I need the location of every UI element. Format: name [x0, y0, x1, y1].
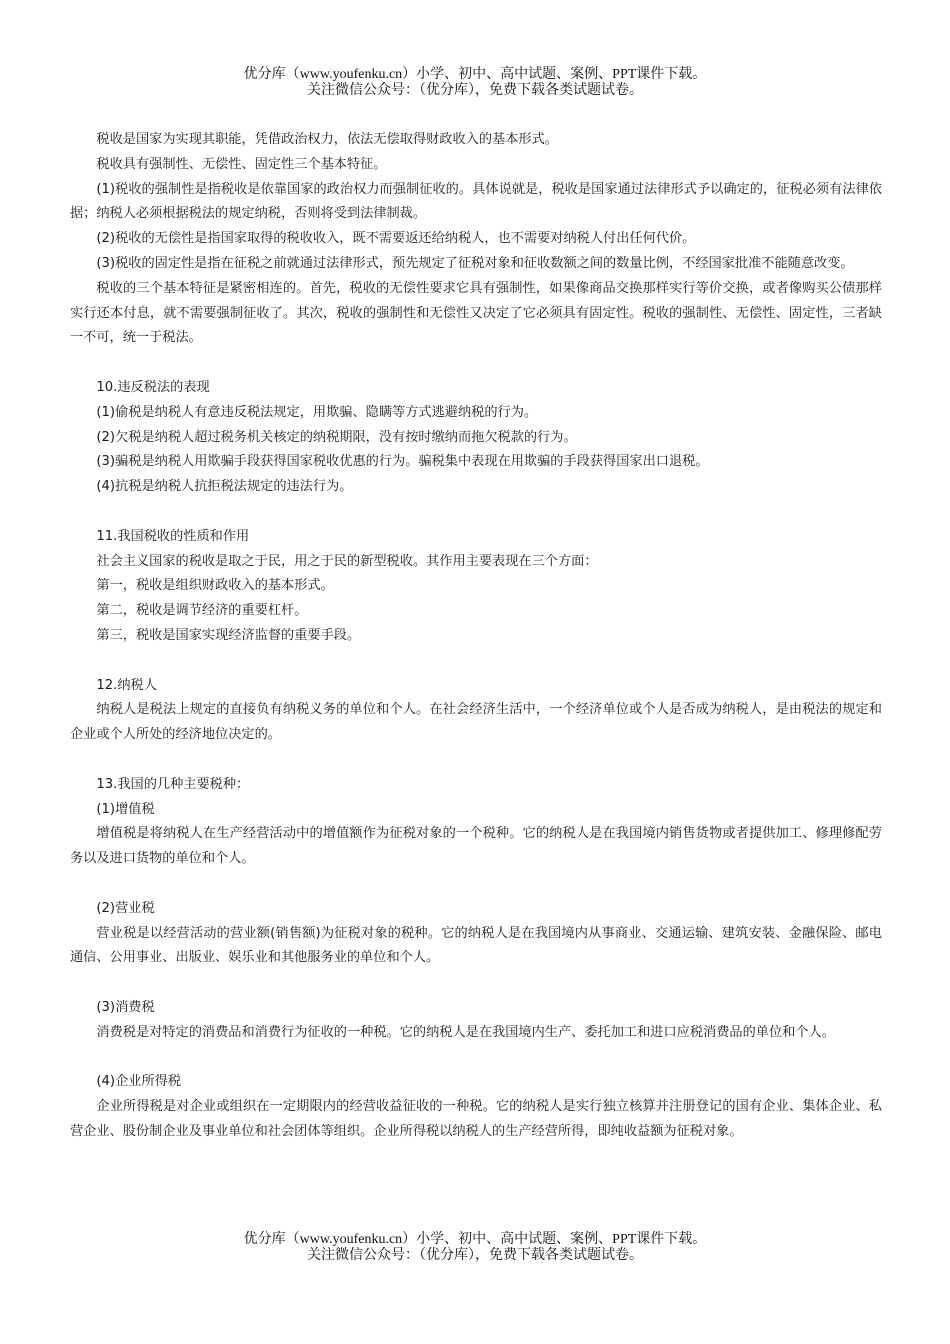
paragraph: 纳税人是税法上规定的直接负有纳税义务的单位和个人。在社会经济生活中，一个经济单位或个人是否成为纳税人，是由税法的规定和企业或个人所处的经济地位决定的。 [70, 702, 882, 743]
header-line-1: 优分库（www.youfenku.cn）小学、初中、高中试题、案例、PPT课件下载。 [243, 67, 707, 82]
tax-feature-fixed: (3)税收的固定性是指在征税之前就通过法律形式，预先规定了征税对象和征收数额之间的数量比例，不经国家批准不能随意改变。 [96, 255, 854, 271]
section-12-title: 12.纳税人 [96, 677, 157, 693]
business-tax-title: (2)营业税 [96, 900, 155, 916]
corporate-tax-title: (4)企业所得税 [96, 1074, 182, 1090]
tax-features: 税收具有强制性、无偿性、固定性三个基本特征。 [96, 156, 387, 172]
list-item: (3)骗税是纳税人用欺骗手段获得国家税收优惠的行为。骗税集中表现在用欺骗的手段获得国家出口退税。 [96, 454, 709, 470]
header-line-2: 关注微信公众号：（优分库），免费下载各类试题试卷。 [307, 83, 643, 98]
tax-features-summary: 税收的三个基本特征是紧密相连的。首先，税收的无偿性要求它具有强制性，如果像商品交换那样实行等价交换，或者像购买公债那样实行还本付息，就不需要强制征收了。其次，税收的强制性和无偿性又决定了它必须具有固定性。税收的强制性、无偿性、固定性，三者缺一不可，统一于税法。 [70, 280, 882, 346]
tax-definition: 税收是国家为实现其职能，凭借政治权力，依法无偿取得财政收入的基本形式。 [96, 132, 558, 147]
business-tax-text: 营业税是以经营活动的营业额(销售额)为征税对象的税种。它的纳税人是在我国境内从事商业、交通运输、建筑安装、金融保险、邮电通信、公用事业、出版业、娱乐业和其他服务业的单位和个人。 [70, 925, 882, 966]
vat-title: (1)增值税 [96, 801, 155, 817]
list-item: (2)欠税是纳税人超过税务机关核定的纳税期限，没有按时缴纳而拖欠税款的行为。 [96, 429, 577, 445]
paragraph: 社会主义国家的税收是取之于民，用之于民的新型税收。其作用主要表现在三个方面： [96, 553, 598, 569]
section-13-title: 13.我国的几种主要税种： [96, 776, 250, 792]
paragraph: 第二，税收是调节经济的重要杠杆。 [96, 603, 308, 619]
page-header [0, 67, 950, 99]
consumption-tax-text: 消费税是对特定的消费品和消费行为征收的一种税。它的纳税人是在我国境内生产、委托加工和进口应税消费品的单位和个人。 [96, 1024, 835, 1040]
list-item: (4)抗税是纳税人抗拒税法规定的违法行为。 [96, 479, 353, 495]
page-footer [0, 1232, 950, 1264]
section-11-title: 11.我国税收的性质和作用 [96, 528, 250, 544]
tax-feature-compulsory: (1)税收的强制性是指税收是依靠国家的政治权力而强制征收的。具体说就是，税收是国家通过法律形式予以确定的，征税必须有法律依据；纳税人必须根据税法的规定纳税，否则将受到法律制裁。 [70, 181, 882, 222]
vat-text: 增值税是将纳税人在生产经营活动中的增值额作为征税对象的一个税种。它的纳税人是在我国境内销售货物或者提供加工、修理修配劳务以及进口货物的单位和个人。 [70, 826, 882, 867]
corporate-tax-text: 企业所得税是对企业或组织在一定期限内的经营收益征收的一种税。它的纳税人是实行独立核算并注册登记的国有企业、集体企业、私营企业、股份制企业及事业单位和社会团体等组织。企业所得税以纳税人的生产经营所得，即纯收益额为征税对象。 [70, 1099, 882, 1139]
paragraph: 第一，税收是组织财政收入的基本形式。 [96, 578, 334, 594]
footer-line-1: 优分库（www.youfenku.cn）小学、初中、高中试题、案例、PPT课件下载。 [243, 1232, 707, 1247]
list-item: (1)偷税是纳税人有意违反税法规定，用欺骗、隐瞒等方式逃避纳税的行为。 [96, 404, 538, 420]
tax-feature-gratuitous: (2)税收的无偿性是指国家取得的税收收入，既不需要返还给纳税人，也不需要对纳税人付出任何代价。 [96, 231, 696, 247]
document-body [70, 128, 882, 1145]
footer-line-2: 关注微信公众号：（优分库），免费下载各类试题试卷。 [307, 1248, 643, 1263]
paragraph: 第三，税收是国家实现经济监督的重要手段。 [96, 627, 361, 643]
consumption-tax-title: (3)消费税 [96, 999, 155, 1015]
section-10-title: 10.违反税法的表现 [96, 379, 210, 395]
